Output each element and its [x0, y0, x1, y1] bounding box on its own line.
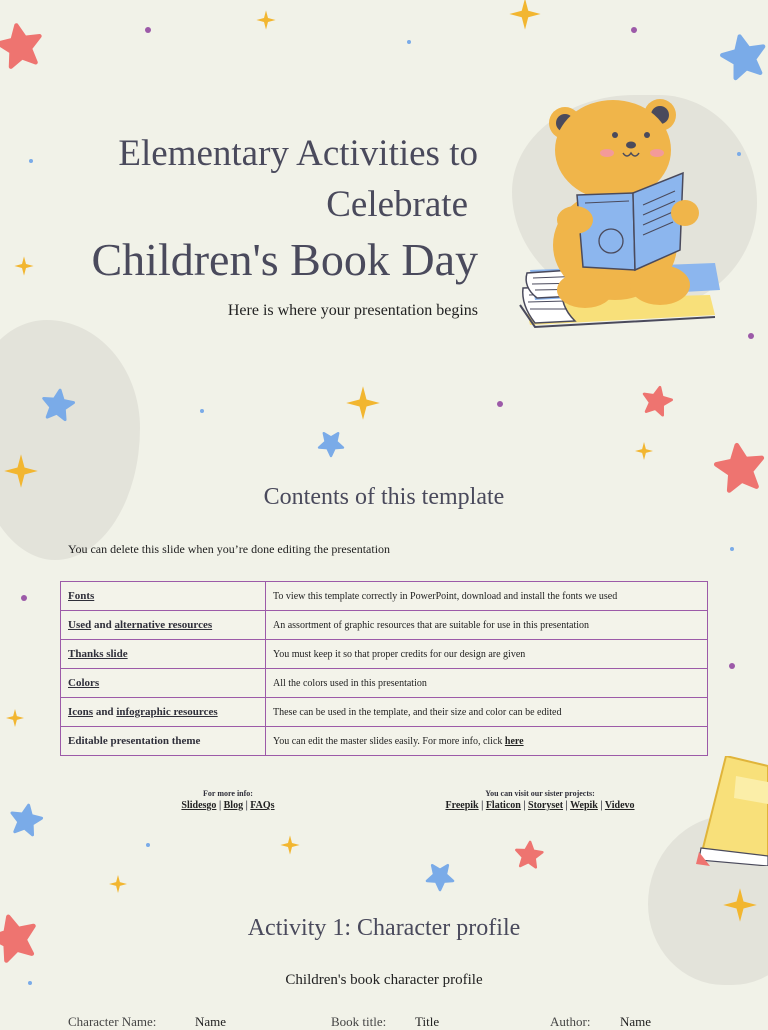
table-row — [61, 640, 708, 669]
alternative-resources-link[interactable]: alternative resources — [114, 619, 213, 631]
faqs-link[interactable]: FAQs — [250, 800, 275, 811]
table-row — [61, 611, 708, 640]
title-line-3: Children's Book Day — [91, 234, 478, 285]
author-value: Name — [620, 1014, 652, 1029]
icons-link[interactable]: Icons — [68, 706, 94, 718]
row-desc-cell: These can be used in the template, and their size and color can be edited — [266, 698, 708, 727]
table-row — [61, 582, 708, 611]
author-label: Author: — [550, 1014, 591, 1029]
contents-heading: Contents of this template — [263, 484, 505, 510]
row-label-cell — [61, 698, 266, 727]
row-desc-cell: An assortment of graphic resources that are suitable for use in this presentation — [266, 611, 708, 640]
row-label-cell — [61, 582, 266, 611]
table-row — [61, 727, 708, 756]
blog-link[interactable]: Blog — [223, 800, 244, 811]
row-label-cell: Editable presentation theme — [61, 727, 266, 756]
used-link[interactable]: Used — [68, 619, 92, 631]
more-info-block — [158, 789, 298, 811]
videvo-link[interactable]: Videvo — [604, 800, 635, 811]
row-label-joiner: and — [91, 619, 115, 631]
row-desc-cell: All the colors used in this presentation — [266, 669, 708, 698]
row-label-joiner: and — [93, 706, 117, 718]
bear-reading-illustration — [515, 95, 725, 340]
sister-projects-label: You can visit our sister projects: — [485, 789, 595, 798]
title-line-1: Elementary Activities to — [118, 133, 478, 174]
contents-note: You can delete this slide when you’re done editing the presentation — [68, 542, 391, 556]
row-label-cell — [61, 669, 266, 698]
storyset-link[interactable]: Storyset — [528, 800, 564, 811]
table-row — [61, 669, 708, 698]
book-stack-corner-illustration — [696, 756, 768, 866]
more-info-label: For more info: — [203, 789, 253, 798]
row-label-cell — [61, 640, 266, 669]
book-title-value: Title — [415, 1014, 440, 1029]
row-desc-cell — [266, 727, 708, 756]
sister-projects-block — [420, 789, 660, 811]
sister-projects-links: Freepik | Flaticon | Storyset | Wepik | Videvo — [445, 800, 635, 811]
book-title-label: Book title: — [331, 1014, 387, 1029]
flaticon-link[interactable]: Flaticon — [485, 800, 521, 811]
row-desc-cell: You must keep it so that proper credits for our design are given — [266, 640, 708, 669]
row-desc-cell: To view this template correctly in PowerPoint, download and install the fonts we used — [266, 582, 708, 611]
infographic-resources-link[interactable]: infographic resources — [116, 706, 218, 718]
colors-link[interactable]: Colors — [68, 677, 100, 689]
here-link[interactable]: here — [504, 735, 524, 747]
activity-heading: Activity 1: Character profile — [247, 915, 521, 941]
freepik-link[interactable]: Freepik — [445, 800, 479, 811]
table-row — [61, 698, 708, 727]
activity-subheading: Children's book character profile — [285, 972, 483, 988]
thanks-slide-link[interactable]: Thanks slide — [68, 648, 128, 660]
wepik-link[interactable]: Wepik — [570, 800, 598, 811]
row-label-cell — [61, 611, 266, 640]
fonts-link[interactable]: Fonts — [68, 590, 95, 602]
row-desc-text: You can edit the master slides easily. For more info, click — [273, 735, 505, 747]
slidesgo-link[interactable]: Slidesgo — [181, 800, 217, 811]
character-name-value: Name — [195, 1014, 227, 1029]
more-info-links: Slidesgo | Blog | FAQs — [181, 800, 275, 811]
hero-subtitle: Here is where your presentation begins — [227, 302, 478, 319]
title-line-2: Celebrate — [326, 184, 468, 225]
contents-table — [60, 581, 708, 756]
character-name-label: Character Name: — [68, 1014, 157, 1029]
